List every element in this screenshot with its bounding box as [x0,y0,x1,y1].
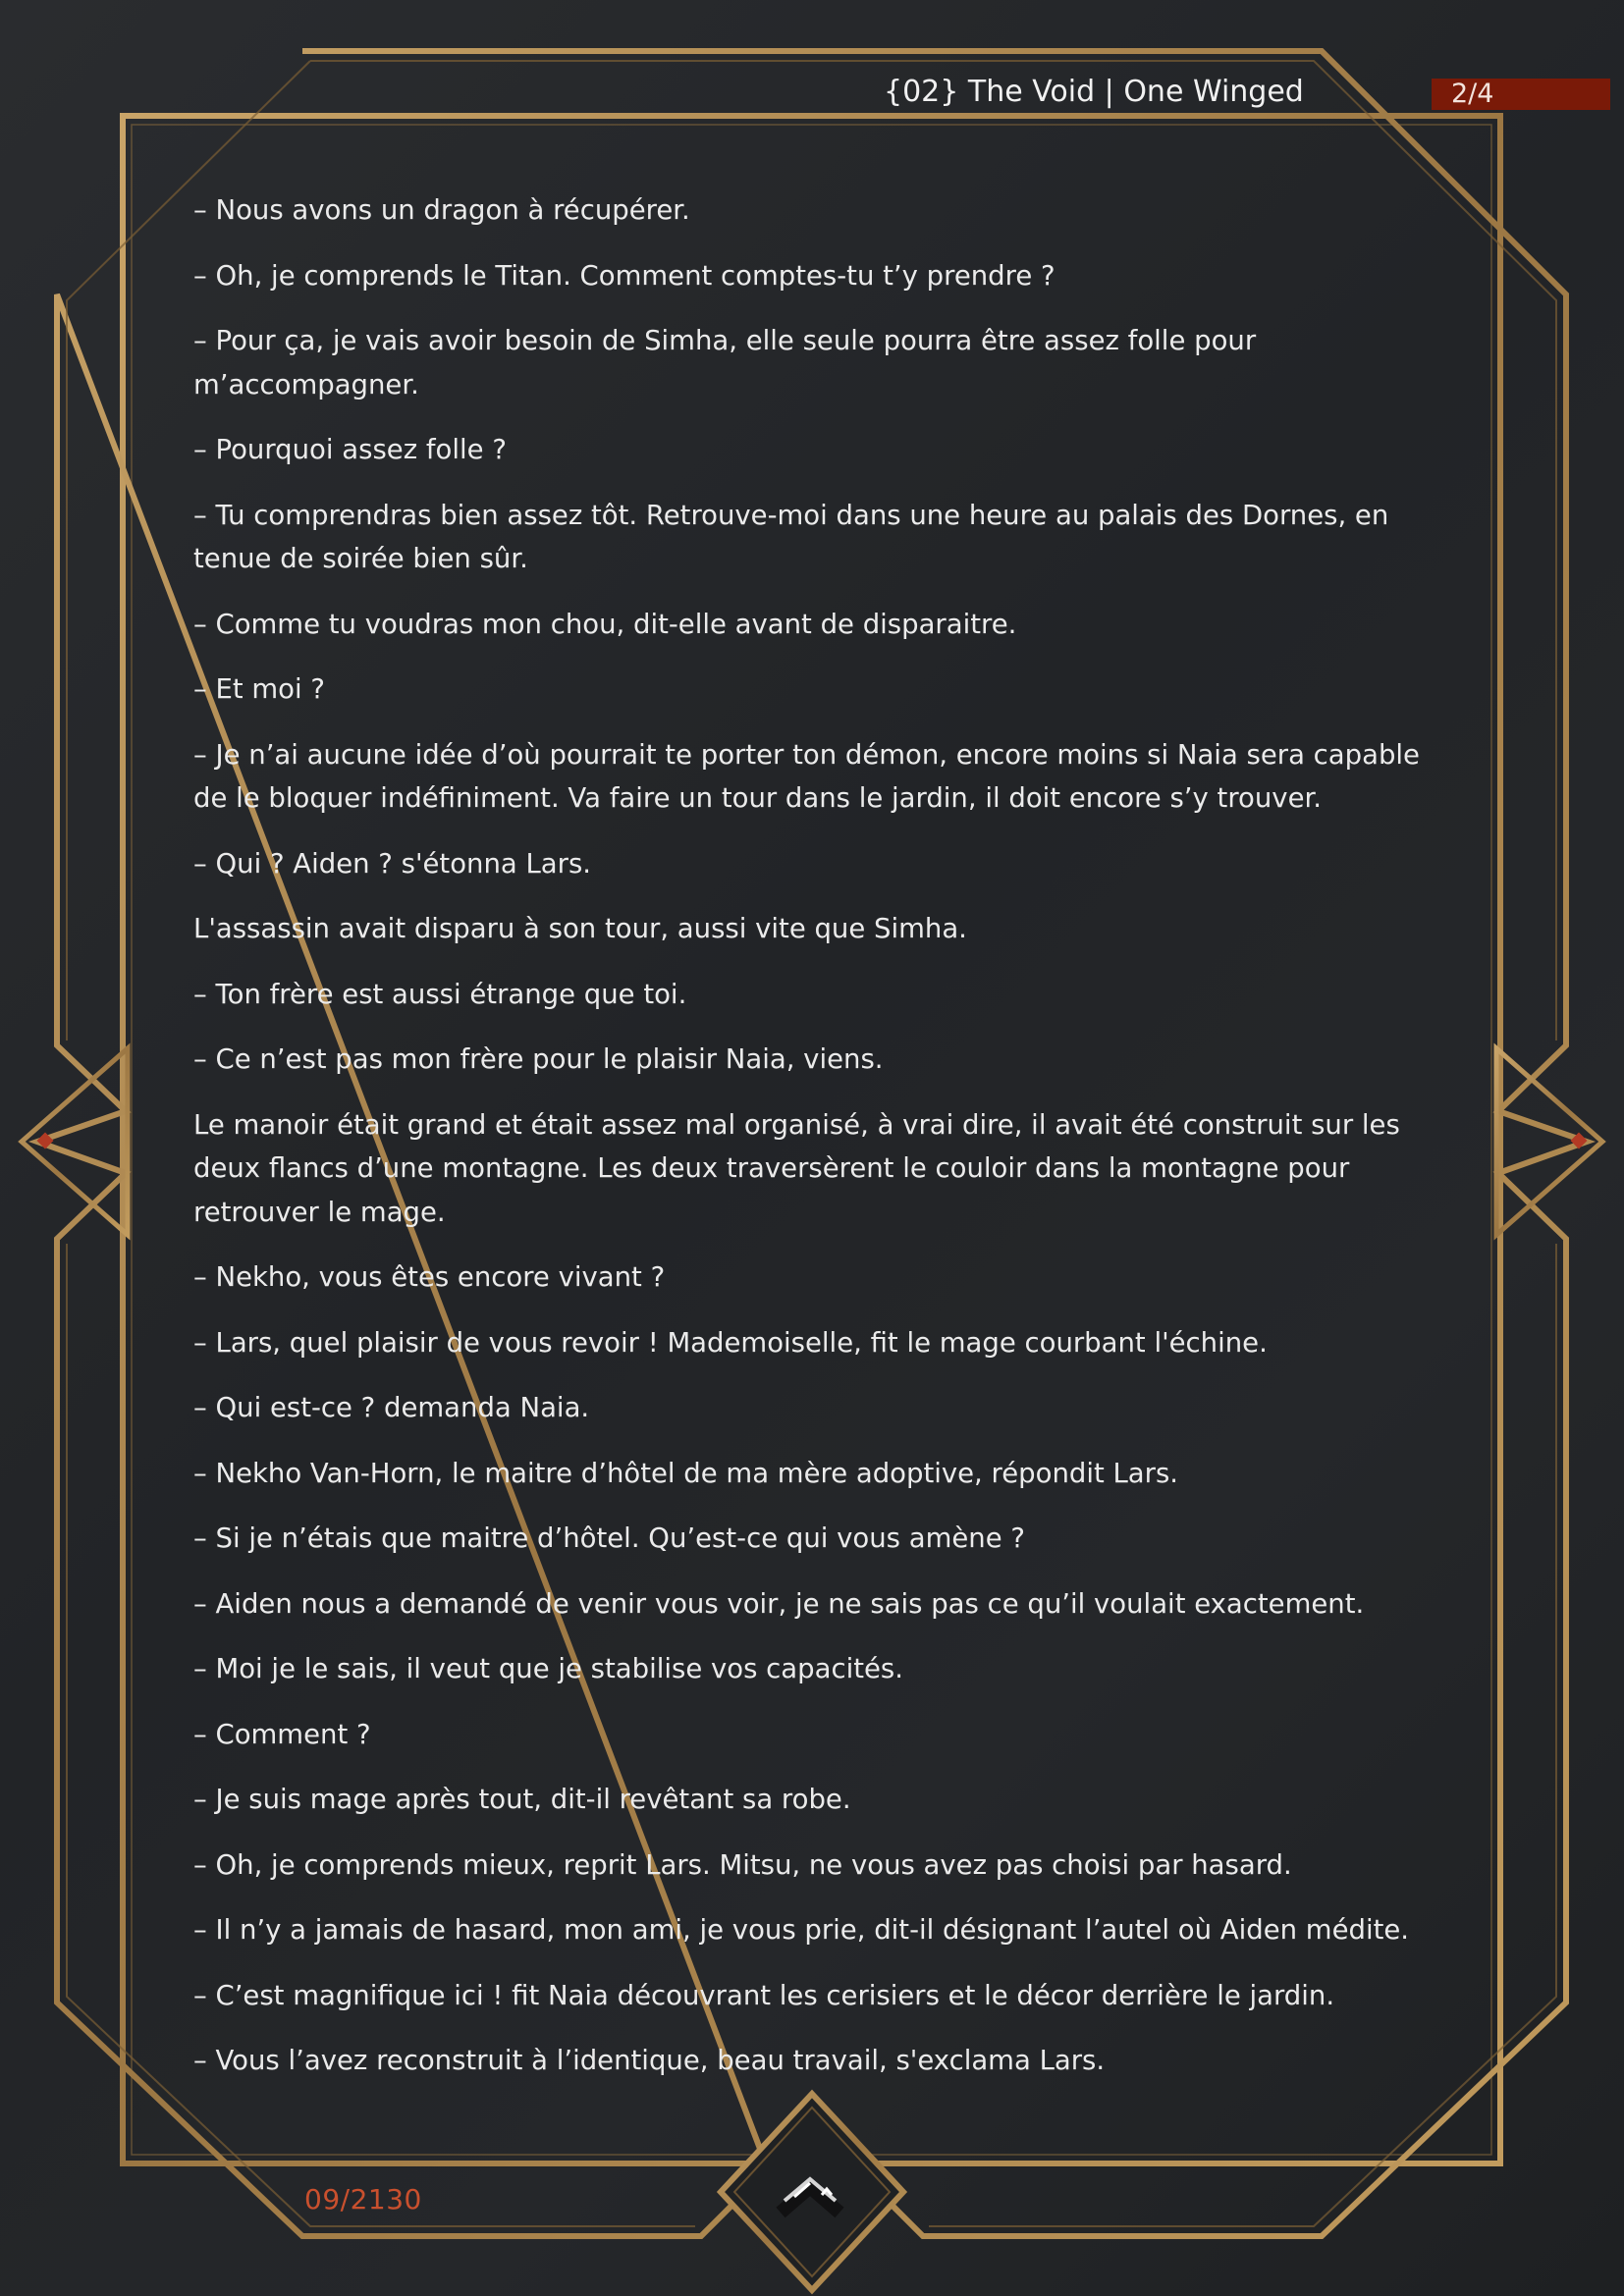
paragraph: – Comme tu voudras mon chou, dit-elle avant de disparaitre. [193,608,1017,640]
paragraph: – Lars, quel plaisir de vous revoir ! Mademoiselle, fit le mage courbant l'échine. [193,1326,1268,1359]
paragraph: – Et moi ? [193,673,325,705]
paragraph: – Je suis mage après tout, dit-il revêtant sa robe. [193,1784,851,1815]
paragraph: – Moi je le sais, il veut que je stabilise vos capacités. [193,1653,903,1684]
paragraph: – C’est magnifique ici ! fit Naia découvrant les cerisiers et le décor derrière le jardin. [193,1979,1335,2011]
paragraph: – Si je n’étais que maitre d’hôtel. Qu’est-ce qui vous amène ? [193,1522,1025,1554]
chevron-up-icon [761,2146,859,2244]
story-text [193,188,1435,2105]
paragraph: – Nekho Van-Horn, le maitre d’hôtel de ma mère adoptive, répondit Lars. [193,1457,1179,1489]
paragraph: – Aiden nous a demandé de venir vous voir, je ne sais pas ce qu’il voulait exactement. [193,1587,1365,1620]
paragraph: Le manoir était grand et était assez mal organisé, à vrai dire, il avait été construit sur les deux flancs d’une montagne. Les deux traversèrent le couloir dans la montagne pour retrouver le mage. [193,1108,1400,1228]
page-indicator-badge: 2/4 [1432,79,1500,110]
diamond-gem-icon-right [1571,1133,1588,1149]
paragraph: – Oh, je comprends le Titan. Comment comptes-tu t’y prendre ? [193,259,1056,292]
paragraph: – Il n’y a jamais de hasard, mon ami, je vous prie, dit-il désignant l’autel où Aiden médite. [193,1914,1410,1946]
page-counter: 09/2130 [304,2183,422,2216]
paragraph: – Comment ? [193,1718,371,1750]
paragraph: – Oh, je comprends mieux, reprit Lars. Mitsu, ne vous avez pas choisi par hasard. [193,1848,1292,1881]
paragraph: L'assassin avait disparu à son tour, aussi vite que Simha. [193,913,967,944]
paragraph: – Tu comprendras bien assez tôt. Retrouve-moi dans une heure au palais des Dornes, en tenue de soirée bien sûr. [193,499,1389,574]
paragraph: – Pourquoi assez folle ? [193,434,507,465]
diamond-gem-icon-left [37,1133,54,1149]
paragraph: – Nekho, vous êtes encore vivant ? [193,1261,666,1293]
chapter-title: {02} The Void | One Winged [884,75,1304,109]
paragraph: – Pour ça, je vais avoir besoin de Simha, elle seule pourra être assez folle pour m’accompagner. [193,325,1257,400]
paragraph: – Ton frère est aussi étrange que toi. [193,978,687,1010]
paragraph: – Qui est-ce ? demanda Naia. [193,1392,590,1423]
paragraph: – Je n’ai aucune idée d’où pourrait te porter ton démon, encore moins si Naia sera capable de le bloquer indéfiniment. Va faire un tour dans le jardin, il doit encore s’y trouver. [193,738,1420,814]
paragraph: – Vous l’avez reconstruit à l’identique, beau travail, s'exclama Lars. [193,2045,1106,2076]
scroll-to-top-button[interactable] [761,2146,859,2244]
paragraph: – Qui ? Aiden ? s'étonna Lars. [193,847,592,880]
paragraph: – Nous avons un dragon à récupérer. [193,194,690,226]
paragraph: – Ce n’est pas mon frère pour le plaisir Naia, viens. [193,1043,884,1075]
